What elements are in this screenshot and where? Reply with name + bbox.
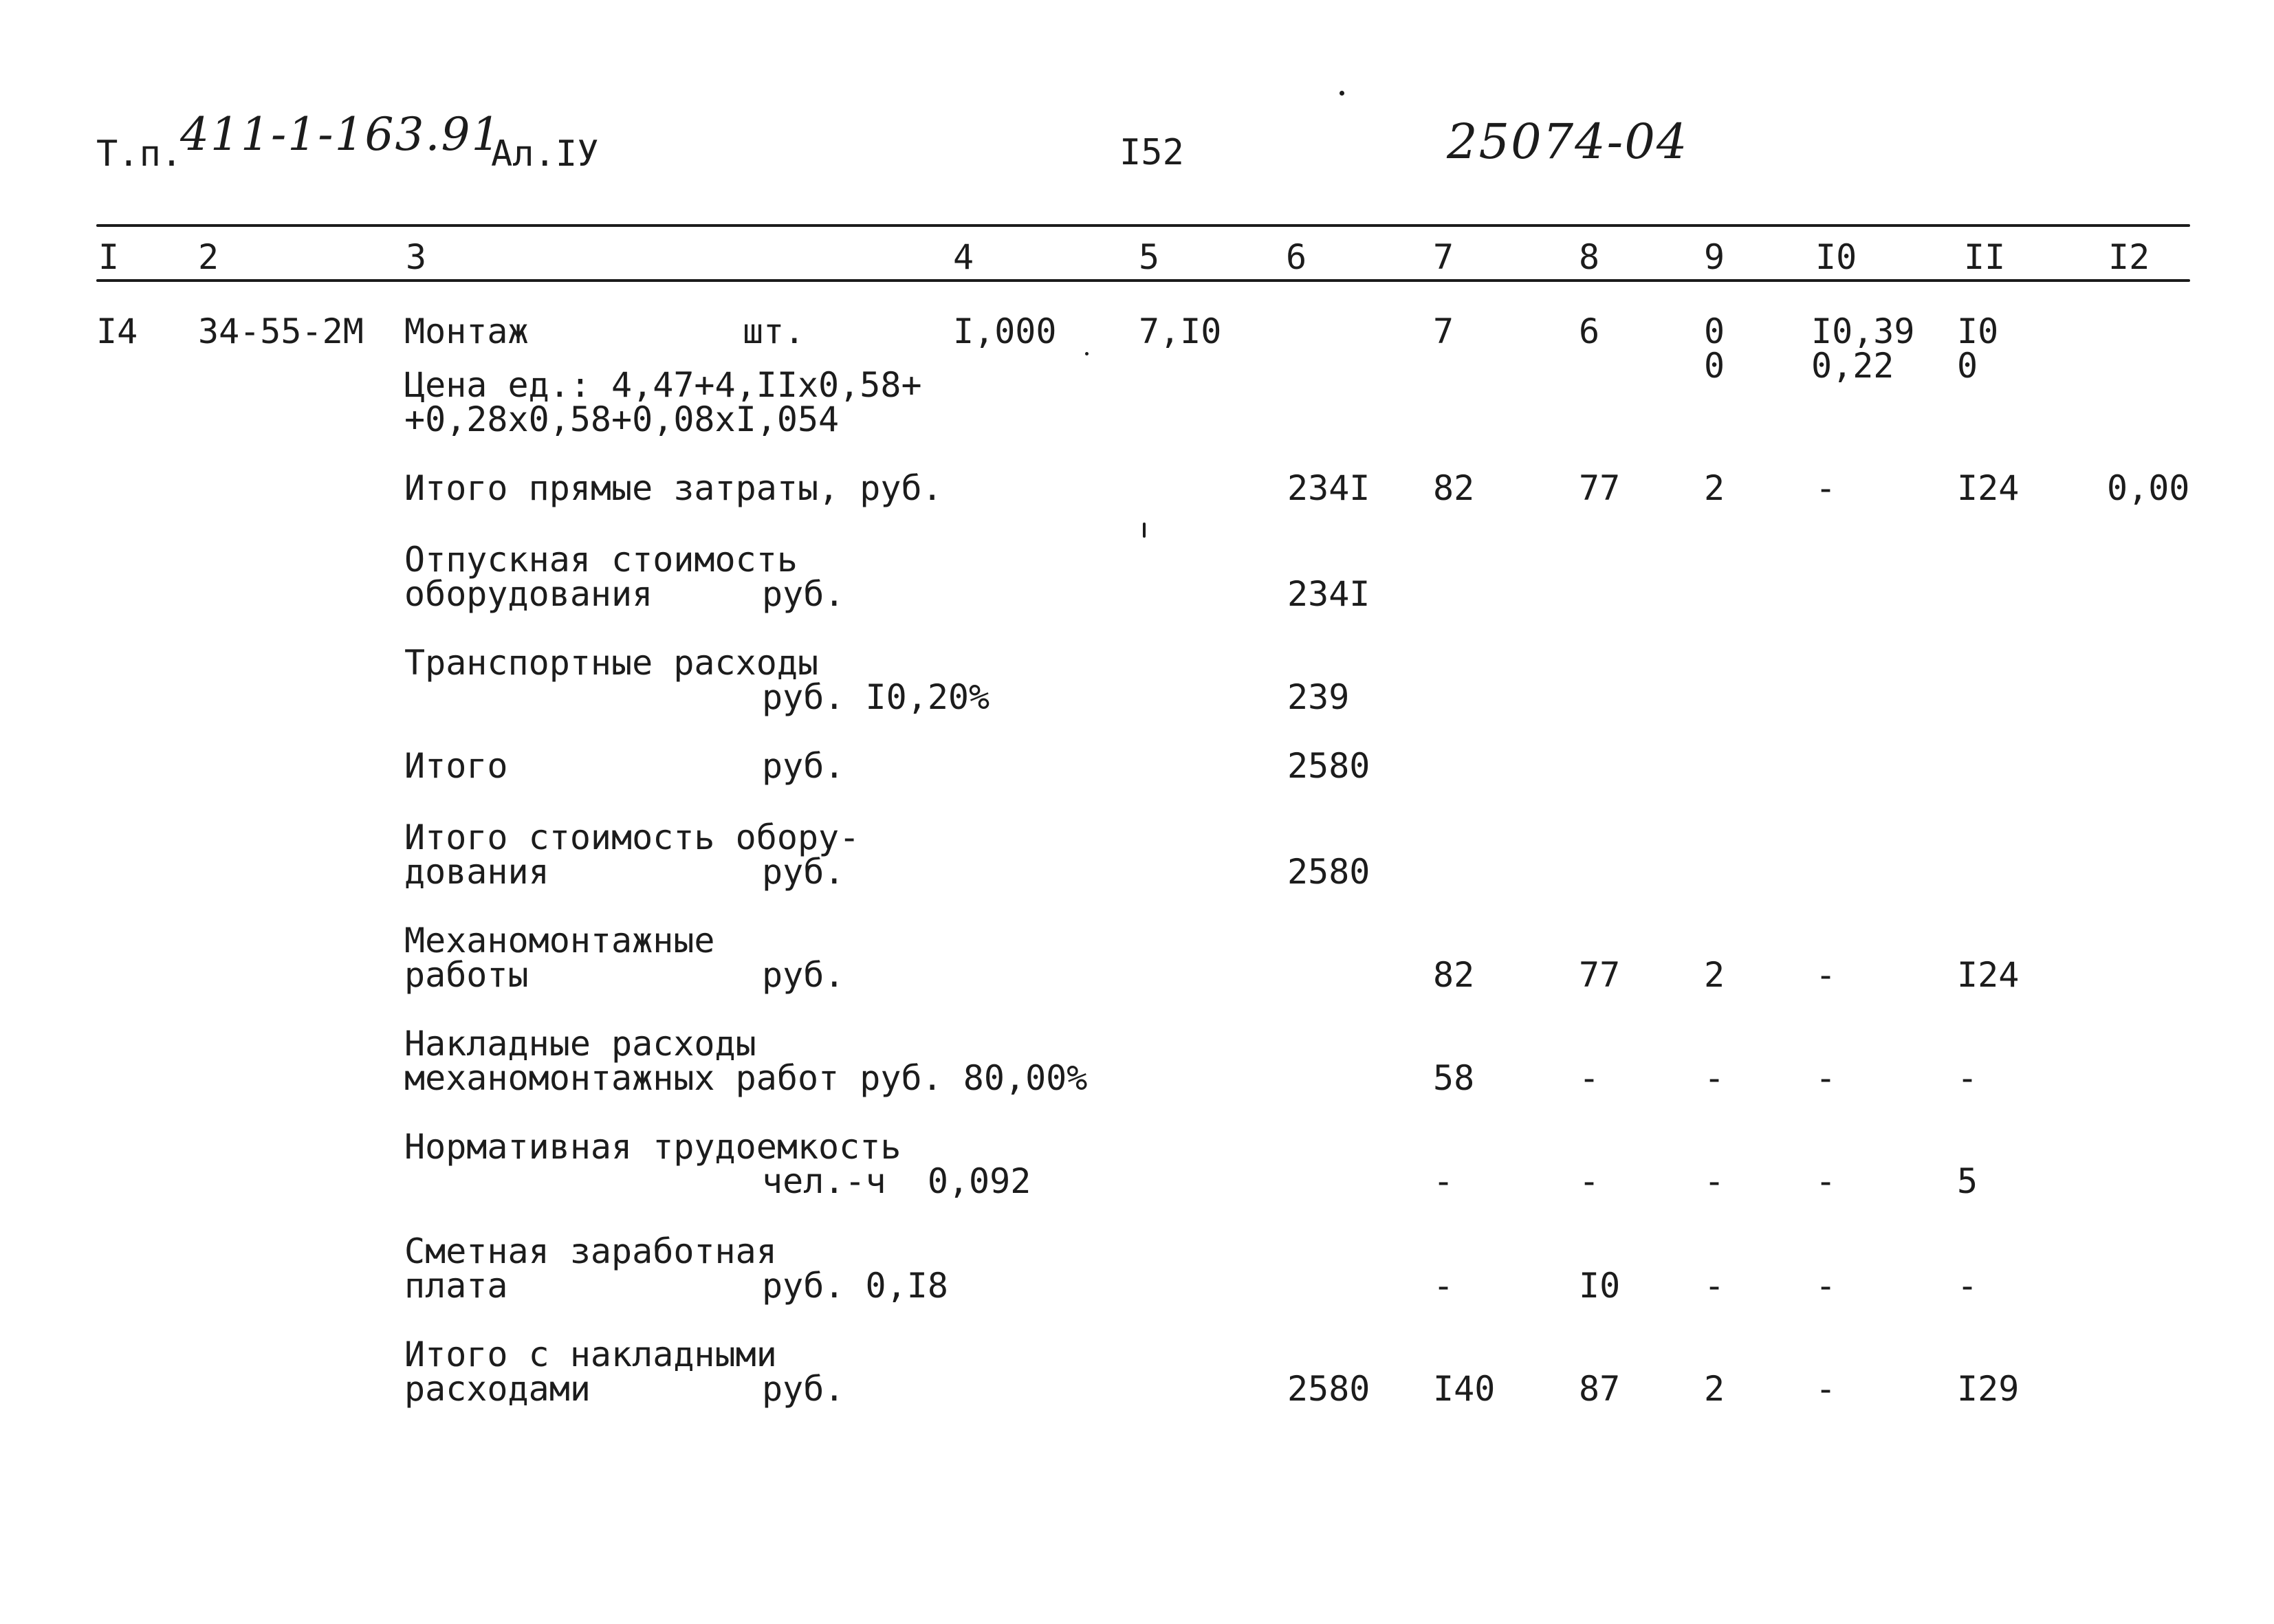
item-col10-top: I0,39: [1811, 311, 1915, 351]
col10-value: -: [1815, 1266, 1837, 1306]
col10-value: -: [1815, 468, 1837, 508]
row-label-line2: оборудования: [404, 574, 653, 614]
col-1: I: [98, 237, 120, 277]
ink-speck: [1340, 91, 1344, 96]
col10-value: -: [1815, 1161, 1837, 1201]
col9-value: -: [1704, 1161, 1725, 1201]
col-8: 8: [1579, 237, 1600, 277]
item-unit-cost: 7,I0: [1139, 311, 1222, 351]
item-col7: 7: [1433, 311, 1454, 351]
row-label: Итого: [404, 746, 508, 786]
item-col9-top: 0: [1704, 311, 1725, 351]
col9-value: 2: [1704, 468, 1725, 508]
col10-value: -: [1815, 955, 1837, 995]
row-label-line1: Итого стоимость обору-: [404, 818, 860, 857]
col8-value: -: [1579, 1058, 1600, 1098]
col6-value: 234I: [1287, 574, 1370, 614]
col-6: 6: [1286, 237, 1307, 277]
col9-value: -: [1704, 1266, 1725, 1306]
row-label-line1: Отпускная стоимость: [404, 540, 798, 580]
col7-value: -: [1433, 1161, 1454, 1201]
row-label-line1: Итого с накладными: [404, 1335, 777, 1374]
col8-value: I0: [1579, 1266, 1621, 1306]
col-7: 7: [1433, 237, 1454, 277]
col-9: 9: [1704, 237, 1725, 277]
col11-value: -: [1957, 1266, 1978, 1306]
row-label-line2: дования: [404, 852, 549, 892]
row-unit: руб.: [762, 574, 845, 614]
ink-speck: [1085, 352, 1089, 355]
price-formula-line1: Цена ед.: 4,47+4,IIx0,58+: [404, 365, 922, 405]
col6-value: 2580: [1287, 1369, 1370, 1409]
col7-value: I40: [1433, 1369, 1496, 1409]
item-col10-bottom: 0,22: [1811, 346, 1894, 386]
row-unit: руб.: [762, 955, 845, 995]
col-4: 4: [953, 237, 974, 277]
col9-value: 2: [1704, 955, 1725, 995]
album-label: Ал.IУ: [491, 133, 599, 175]
item-quantity: I,000: [953, 311, 1057, 351]
col-3: 3: [406, 237, 427, 277]
item-col11-top: I0: [1957, 311, 1999, 351]
row-label-line2: работы: [404, 955, 529, 995]
col8-value: 77: [1579, 468, 1621, 508]
col7-value: 82: [1433, 955, 1475, 995]
row-label: Итого прямые затраты, руб.: [404, 468, 943, 508]
col11-value: -: [1957, 1058, 1978, 1098]
col10-value: -: [1815, 1058, 1837, 1098]
col11-value: I24: [1957, 955, 2020, 995]
row-unit-rate: чел.-ч 0,092: [762, 1161, 1031, 1201]
item-col11-bottom: 0: [1957, 346, 1978, 386]
item-code: 34-55-2M: [198, 311, 364, 351]
row-label-line2: плата: [404, 1266, 508, 1306]
project-number: 411-1-163.91: [180, 108, 502, 161]
col8-value: 87: [1579, 1369, 1621, 1409]
col-11: II: [1964, 237, 2006, 277]
col8-value: -: [1579, 1161, 1600, 1201]
row-label-line1: Транспортные расходы: [404, 643, 819, 683]
col6-value: 2580: [1287, 852, 1370, 892]
col-2: 2: [198, 237, 219, 277]
row-label-line1: Нормативная трудоемкость: [404, 1127, 901, 1167]
item-col9-bottom: 0: [1704, 346, 1725, 386]
row-label-line1: Накладные расходы: [404, 1024, 756, 1064]
col-12: I2: [2108, 237, 2150, 277]
document-number: 25074-04: [1447, 113, 1689, 170]
col11-value: 5: [1957, 1161, 1978, 1201]
col8-value: 77: [1579, 955, 1621, 995]
row-label-line2: расходами: [404, 1369, 591, 1409]
row-unit: руб.: [762, 1369, 845, 1409]
ink-mark: [1143, 523, 1146, 538]
col-5: 5: [1139, 237, 1160, 277]
row-label-line1: Механомонтажные: [404, 921, 715, 961]
item-name: Монтаж: [404, 311, 529, 351]
col11-value: I24: [1957, 468, 2020, 508]
col9-value: 2: [1704, 1369, 1725, 1409]
page-number: I52: [1119, 132, 1184, 173]
col7-value: -: [1433, 1266, 1454, 1306]
row-label-line1: Сметная заработная: [404, 1231, 777, 1271]
row-unit-rate: руб. I0,20%: [762, 677, 990, 717]
item-unit: шт.: [743, 311, 805, 351]
header-bottom-rule: [96, 279, 2190, 282]
price-formula-line2: +0,28x0,58+0,08xI,054: [404, 399, 840, 439]
col7-value: 82: [1433, 468, 1475, 508]
col9-value: -: [1704, 1058, 1725, 1098]
row-unit-rate: руб. 0,I8: [762, 1266, 948, 1306]
row-unit: руб.: [762, 746, 845, 786]
header-top-rule: [96, 224, 2190, 227]
item-number: I4: [96, 311, 138, 351]
project-prefix: Т.п.: [96, 133, 183, 175]
col7-value: 58: [1433, 1058, 1475, 1098]
col6-value: 234I: [1287, 468, 1370, 508]
col6-value: 2580: [1287, 746, 1370, 786]
col6-value: 239: [1287, 677, 1350, 717]
col-10: I0: [1815, 237, 1857, 277]
col10-value: -: [1815, 1369, 1837, 1409]
col12-value: 0,00: [2107, 468, 2190, 508]
row-label-line2: механомонтажных работ руб. 80,00%: [404, 1058, 1088, 1098]
col11-value: I29: [1957, 1369, 2020, 1409]
row-unit: руб.: [762, 852, 845, 892]
item-col8: 6: [1579, 311, 1600, 351]
